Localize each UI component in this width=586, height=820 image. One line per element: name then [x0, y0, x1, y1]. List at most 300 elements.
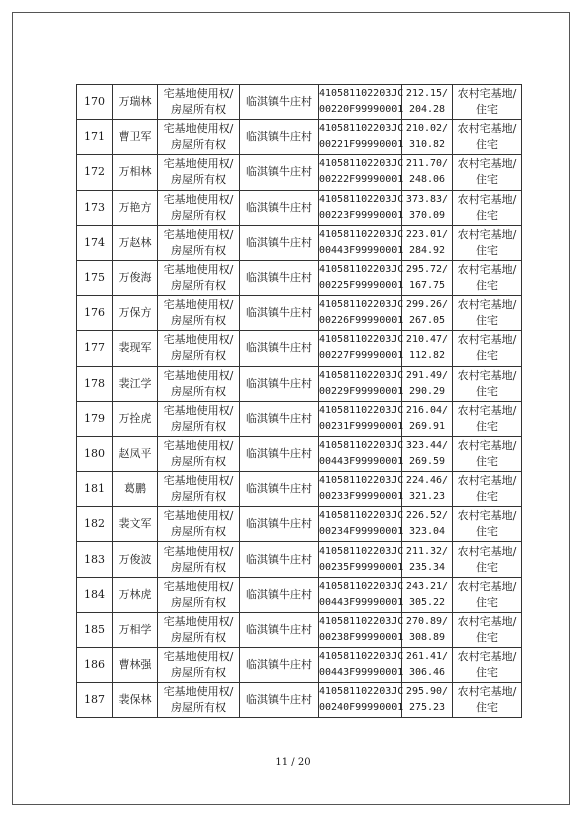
right-type-text: 宅基地使用权/: [163, 438, 234, 452]
table-row: [77, 155, 522, 190]
area-cell: [402, 331, 453, 366]
unit-code-cell: [319, 612, 402, 647]
unit-code-text: 410581102203JC: [319, 369, 404, 381]
right-type-text: 宅基地使用权/: [163, 614, 234, 628]
location-text: 临淇镇牛庄村: [246, 130, 312, 144]
table-row: [77, 401, 522, 436]
right-type-cell: [158, 472, 240, 507]
land-use-text: 住宅: [476, 173, 498, 187]
unit-code-cell: [319, 683, 402, 718]
unit-code-text: 410581102203JC: [319, 580, 404, 592]
land-use-cell: [453, 401, 522, 436]
right-type-cell: [158, 507, 240, 542]
area-cell: [402, 472, 453, 507]
unit-code-text: 410581102203JC: [319, 510, 404, 522]
owner-name-cell: [113, 296, 158, 331]
row-number-text: 177: [84, 341, 105, 355]
unit-code-text: 410581102203JC: [319, 158, 404, 170]
right-type-cell: [158, 577, 240, 612]
land-use-text: 住宅: [476, 103, 498, 117]
unit-code-text: 410581102203JC: [319, 193, 404, 205]
location-text: 临淇镇牛庄村: [246, 693, 312, 707]
location-text: 临淇镇牛庄村: [246, 446, 312, 460]
area-cell: [402, 260, 453, 295]
land-use-text: 农村宅基地/: [457, 685, 517, 699]
right-type-cell: [158, 436, 240, 471]
right-type-text: 宅基地使用权/: [163, 333, 234, 347]
area-text: 284.92: [408, 244, 446, 256]
row-number-text: 186: [84, 658, 105, 672]
unit-code-text: 00225F99990001: [319, 280, 404, 292]
land-use-cell: [453, 507, 522, 542]
land-use-cell: [453, 296, 522, 331]
land-use-cell: [453, 331, 522, 366]
table-row: [77, 331, 522, 366]
owner-name-text: 万拴虎: [118, 411, 152, 425]
unit-code-text: 00235F99990001: [319, 561, 404, 573]
owner-name-cell: [113, 190, 158, 225]
right-type-text: 宅基地使用权/: [163, 263, 234, 277]
unit-code-text: 00220F99990001: [319, 104, 404, 116]
row-number-cell: [77, 331, 113, 366]
land-use-text: 农村宅基地/: [457, 509, 517, 523]
unit-code-text: 00221F99990001: [319, 139, 404, 151]
unit-code-cell: [319, 436, 402, 471]
location-text: 临淇镇牛庄村: [246, 271, 312, 285]
area-text: 224.46/: [405, 475, 449, 487]
unit-code-cell: [319, 401, 402, 436]
unit-code-text: 410581102203JC: [319, 299, 404, 311]
right-type-text: 房屋所有权: [171, 701, 226, 715]
area-text: 370.09: [408, 209, 446, 221]
unit-code-cell: [319, 366, 402, 401]
land-use-text: 住宅: [476, 595, 498, 609]
owner-name-text: 万俊波: [118, 552, 152, 566]
row-number-text: 179: [84, 411, 105, 425]
unit-code-cell: [319, 296, 402, 331]
unit-code-cell: [319, 577, 402, 612]
location-cell: [240, 542, 319, 577]
land-use-text: 住宅: [476, 454, 498, 468]
unit-code-cell: [319, 85, 402, 120]
land-use-text: 住宅: [476, 490, 498, 504]
unit-code-cell: [319, 648, 402, 683]
land-use-cell: [453, 612, 522, 647]
right-type-text: 宅基地使用权/: [163, 368, 234, 382]
owner-name-cell: [113, 612, 158, 647]
area-text: 305.22: [408, 596, 446, 608]
table-row: [77, 612, 522, 647]
row-number-text: 180: [84, 446, 105, 460]
area-text: 373.83/: [405, 193, 449, 205]
area-text: 295.90/: [405, 686, 449, 698]
location-cell: [240, 155, 319, 190]
area-text: 248.06: [408, 174, 446, 186]
land-use-cell: [453, 260, 522, 295]
area-cell: [402, 577, 453, 612]
land-use-cell: [453, 155, 522, 190]
owner-name-text: 万保方: [118, 306, 152, 320]
land-use-cell: [453, 85, 522, 120]
right-type-text: 房屋所有权: [171, 454, 226, 468]
area-text: 269.91: [408, 420, 446, 432]
area-cell: [402, 225, 453, 260]
table-row: [77, 120, 522, 155]
right-type-text: 宅基地使用权/: [163, 192, 234, 206]
row-number-text: 185: [84, 622, 105, 636]
owner-name-text: 曹林强: [118, 658, 152, 672]
right-type-text: 宅基地使用权/: [163, 227, 234, 241]
land-use-text: 农村宅基地/: [457, 474, 517, 488]
location-text: 临淇镇牛庄村: [246, 376, 312, 390]
row-number-text: 187: [84, 693, 105, 707]
row-number-cell: [77, 683, 113, 718]
location-text: 临淇镇牛庄村: [246, 235, 312, 249]
area-text: 210.02/: [405, 123, 449, 135]
owner-name-cell: [113, 85, 158, 120]
row-number-text: 171: [84, 130, 105, 144]
area-cell: [402, 612, 453, 647]
right-type-cell: [158, 542, 240, 577]
land-use-text: 农村宅基地/: [457, 263, 517, 277]
owner-name-text: 万俊海: [118, 271, 152, 285]
area-text: 275.23: [408, 702, 446, 714]
location-cell: [240, 683, 319, 718]
unit-code-cell: [319, 472, 402, 507]
area-cell: [402, 366, 453, 401]
location-text: 临淇镇牛庄村: [246, 552, 312, 566]
land-use-text: 农村宅基地/: [457, 579, 517, 593]
area-text: 211.32/: [405, 545, 449, 557]
right-type-text: 宅基地使用权/: [163, 157, 234, 171]
area-text: 295.72/: [405, 264, 449, 276]
land-use-text: 住宅: [476, 525, 498, 539]
row-number-cell: [77, 507, 113, 542]
right-type-text: 房屋所有权: [171, 173, 226, 187]
area-text: 112.82: [408, 350, 446, 362]
unit-code-text: 00240F99990001: [319, 702, 404, 714]
unit-code-text: 410581102203JC: [319, 334, 404, 346]
location-text: 临淇镇牛庄村: [246, 200, 312, 214]
table-row: [77, 507, 522, 542]
right-type-text: 房屋所有权: [171, 525, 226, 539]
land-use-text: 住宅: [476, 666, 498, 680]
owner-name-text: 裴文军: [118, 517, 152, 531]
row-number-text: 175: [84, 271, 105, 285]
land-use-text: 农村宅基地/: [457, 227, 517, 241]
land-use-text: 农村宅基地/: [457, 403, 517, 417]
location-cell: [240, 366, 319, 401]
area-text: 243.21/: [405, 580, 449, 592]
area-text: 310.82: [408, 139, 446, 151]
unit-code-text: 410581102203JC: [319, 88, 404, 100]
land-use-text: 农村宅基地/: [457, 157, 517, 171]
right-type-text: 房屋所有权: [171, 595, 226, 609]
right-type-cell: [158, 190, 240, 225]
area-cell: [402, 85, 453, 120]
area-text: 323.44/: [405, 439, 449, 451]
area-text: 267.05: [408, 315, 446, 327]
area-text: 299.26/: [405, 299, 449, 311]
unit-code-cell: [319, 155, 402, 190]
owner-name-cell: [113, 683, 158, 718]
owner-name-text: 万瑞林: [118, 95, 152, 109]
land-use-cell: [453, 577, 522, 612]
table-row: [77, 436, 522, 471]
unit-code-cell: [319, 120, 402, 155]
land-use-text: 住宅: [476, 630, 498, 644]
area-text: 212.15/: [405, 88, 449, 100]
land-use-cell: [453, 542, 522, 577]
table-row: [77, 85, 522, 120]
unit-code-text: 00222F99990001: [319, 174, 404, 186]
row-number-text: 172: [84, 165, 105, 179]
location-text: 临淇镇牛庄村: [246, 411, 312, 425]
row-number-cell: [77, 577, 113, 612]
location-cell: [240, 296, 319, 331]
owner-name-cell: [113, 155, 158, 190]
area-text: 270.89/: [405, 615, 449, 627]
land-use-text: 住宅: [476, 243, 498, 257]
right-type-text: 房屋所有权: [171, 490, 226, 504]
right-type-text: 房屋所有权: [171, 630, 226, 644]
land-use-cell: [453, 436, 522, 471]
right-type-text: 房屋所有权: [171, 560, 226, 574]
location-cell: [240, 331, 319, 366]
land-use-text: 农村宅基地/: [457, 333, 517, 347]
table-row: [77, 683, 522, 718]
right-type-cell: [158, 366, 240, 401]
right-type-text: 房屋所有权: [171, 208, 226, 222]
land-use-cell: [453, 120, 522, 155]
row-number-cell: [77, 190, 113, 225]
owner-name-cell: [113, 648, 158, 683]
row-number-cell: [77, 225, 113, 260]
property-rights-table: [76, 84, 522, 718]
area-cell: [402, 120, 453, 155]
unit-code-text: 410581102203JC: [319, 651, 404, 663]
area-text: 291.49/: [405, 369, 449, 381]
page-number: 11 / 20: [275, 757, 311, 768]
right-type-cell: [158, 85, 240, 120]
land-use-text: 住宅: [476, 560, 498, 574]
land-use-text: 农村宅基地/: [457, 650, 517, 664]
right-type-cell: [158, 120, 240, 155]
owner-name-text: 裴江学: [118, 376, 152, 390]
location-text: 临淇镇牛庄村: [246, 658, 312, 672]
right-type-text: 宅基地使用权/: [163, 685, 234, 699]
owner-name-text: 万相林: [118, 165, 152, 179]
land-use-text: 农村宅基地/: [457, 438, 517, 452]
unit-code-text: 00238F99990001: [319, 631, 404, 643]
area-text: 235.34: [408, 561, 446, 573]
unit-code-text: 410581102203JC: [319, 404, 404, 416]
area-cell: [402, 155, 453, 190]
right-type-cell: [158, 260, 240, 295]
table-row: [77, 225, 522, 260]
land-use-text: 农村宅基地/: [457, 614, 517, 628]
area-text: 216.04/: [405, 404, 449, 416]
right-type-cell: [158, 331, 240, 366]
owner-name-cell: [113, 472, 158, 507]
right-type-text: 房屋所有权: [171, 349, 226, 363]
table-row: [77, 296, 522, 331]
land-use-text: 住宅: [476, 419, 498, 433]
land-use-text: 住宅: [476, 701, 498, 715]
row-number-text: 170: [84, 95, 105, 109]
location-cell: [240, 612, 319, 647]
land-use-text: 农村宅基地/: [457, 122, 517, 136]
area-cell: [402, 401, 453, 436]
row-number-text: 182: [84, 517, 105, 531]
row-number-cell: [77, 648, 113, 683]
table-row: [77, 190, 522, 225]
owner-name-cell: [113, 507, 158, 542]
location-cell: [240, 507, 319, 542]
land-use-cell: [453, 648, 522, 683]
row-number-cell: [77, 366, 113, 401]
row-number-cell: [77, 542, 113, 577]
area-text: 167.75: [408, 280, 446, 292]
area-text: 308.89: [408, 631, 446, 643]
right-type-cell: [158, 612, 240, 647]
location-cell: [240, 120, 319, 155]
row-number-text: 174: [84, 235, 105, 249]
right-type-cell: [158, 155, 240, 190]
land-use-cell: [453, 366, 522, 401]
area-text: 290.29: [408, 385, 446, 397]
row-number-text: 173: [84, 200, 105, 214]
right-type-text: 宅基地使用权/: [163, 509, 234, 523]
table-row: [77, 366, 522, 401]
unit-code-text: 00443F99990001: [319, 667, 404, 679]
area-cell: [402, 296, 453, 331]
row-number-cell: [77, 155, 113, 190]
unit-code-text: 00229F99990001: [319, 385, 404, 397]
owner-name-cell: [113, 366, 158, 401]
unit-code-cell: [319, 507, 402, 542]
right-type-text: 宅基地使用权/: [163, 403, 234, 417]
land-use-text: 住宅: [476, 138, 498, 152]
right-type-cell: [158, 648, 240, 683]
unit-code-cell: [319, 542, 402, 577]
location-text: 临淇镇牛庄村: [246, 95, 312, 109]
area-text: 261.41/: [405, 651, 449, 663]
unit-code-text: 00233F99990001: [319, 491, 404, 503]
row-number-cell: [77, 296, 113, 331]
location-text: 临淇镇牛庄村: [246, 165, 312, 179]
location-cell: [240, 436, 319, 471]
right-type-text: 房屋所有权: [171, 384, 226, 398]
location-text: 临淇镇牛庄村: [246, 306, 312, 320]
location-text: 临淇镇牛庄村: [246, 517, 312, 531]
land-use-cell: [453, 683, 522, 718]
table-row: [77, 472, 522, 507]
unit-code-text: 00234F99990001: [319, 526, 404, 538]
unit-code-text: 00223F99990001: [319, 209, 404, 221]
unit-code-text: 00226F99990001: [319, 315, 404, 327]
right-type-text: 宅基地使用权/: [163, 650, 234, 664]
owner-name-cell: [113, 542, 158, 577]
row-number-text: 183: [84, 552, 105, 566]
unit-code-text: 00443F99990001: [319, 455, 404, 467]
unit-code-cell: [319, 260, 402, 295]
area-cell: [402, 190, 453, 225]
table-row: [77, 648, 522, 683]
right-type-text: 宅基地使用权/: [163, 298, 234, 312]
owner-name-text: 万赵林: [118, 235, 152, 249]
area-text: 223.01/: [405, 228, 449, 240]
unit-code-text: 410581102203JC: [319, 545, 404, 557]
unit-code-text: 410581102203JC: [319, 475, 404, 487]
right-type-text: 房屋所有权: [171, 138, 226, 152]
unit-code-text: 00443F99990001: [319, 244, 404, 256]
right-type-text: 房屋所有权: [171, 666, 226, 680]
row-number-text: 184: [84, 587, 105, 601]
unit-code-text: 410581102203JC: [319, 615, 404, 627]
owner-name-cell: [113, 260, 158, 295]
owner-name-text: 万艳方: [118, 200, 152, 214]
right-type-cell: [158, 683, 240, 718]
land-use-text: 住宅: [476, 349, 498, 363]
land-use-text: 住宅: [476, 279, 498, 293]
land-use-text: 农村宅基地/: [457, 544, 517, 558]
right-type-text: 宅基地使用权/: [163, 474, 234, 488]
right-type-cell: [158, 401, 240, 436]
row-number-cell: [77, 436, 113, 471]
unit-code-text: 00443F99990001: [319, 596, 404, 608]
owner-name-text: 赵凤平: [118, 446, 152, 460]
land-use-cell: [453, 472, 522, 507]
area-text: 211.70/: [405, 158, 449, 170]
area-text: 306.46: [408, 667, 446, 679]
right-type-text: 宅基地使用权/: [163, 544, 234, 558]
area-text: 321.23: [408, 491, 446, 503]
location-text: 临淇镇牛庄村: [246, 482, 312, 496]
location-cell: [240, 190, 319, 225]
table-body: [77, 85, 522, 718]
unit-code-text: 00227F99990001: [319, 350, 404, 362]
right-type-text: 宅基地使用权/: [163, 87, 234, 101]
area-text: 226.52/: [405, 510, 449, 522]
right-type-text: 房屋所有权: [171, 103, 226, 117]
location-cell: [240, 225, 319, 260]
right-type-text: 房屋所有权: [171, 243, 226, 257]
row-number-cell: [77, 612, 113, 647]
right-type-cell: [158, 296, 240, 331]
location-cell: [240, 577, 319, 612]
right-type-text: 宅基地使用权/: [163, 579, 234, 593]
right-type-cell: [158, 225, 240, 260]
land-use-text: 住宅: [476, 208, 498, 222]
location-cell: [240, 472, 319, 507]
area-cell: [402, 542, 453, 577]
area-cell: [402, 507, 453, 542]
owner-name-text: 裴现军: [118, 341, 152, 355]
unit-code-text: 410581102203JC: [319, 686, 404, 698]
row-number-cell: [77, 401, 113, 436]
table-row: [77, 577, 522, 612]
location-cell: [240, 85, 319, 120]
owner-name-text: 葛鹏: [124, 482, 146, 496]
area-text: 323.04: [408, 526, 446, 538]
owner-name-cell: [113, 577, 158, 612]
table-row: [77, 542, 522, 577]
row-number-text: 181: [84, 482, 105, 496]
owner-name-text: 裴保林: [118, 693, 152, 707]
owner-name-cell: [113, 436, 158, 471]
unit-code-cell: [319, 225, 402, 260]
